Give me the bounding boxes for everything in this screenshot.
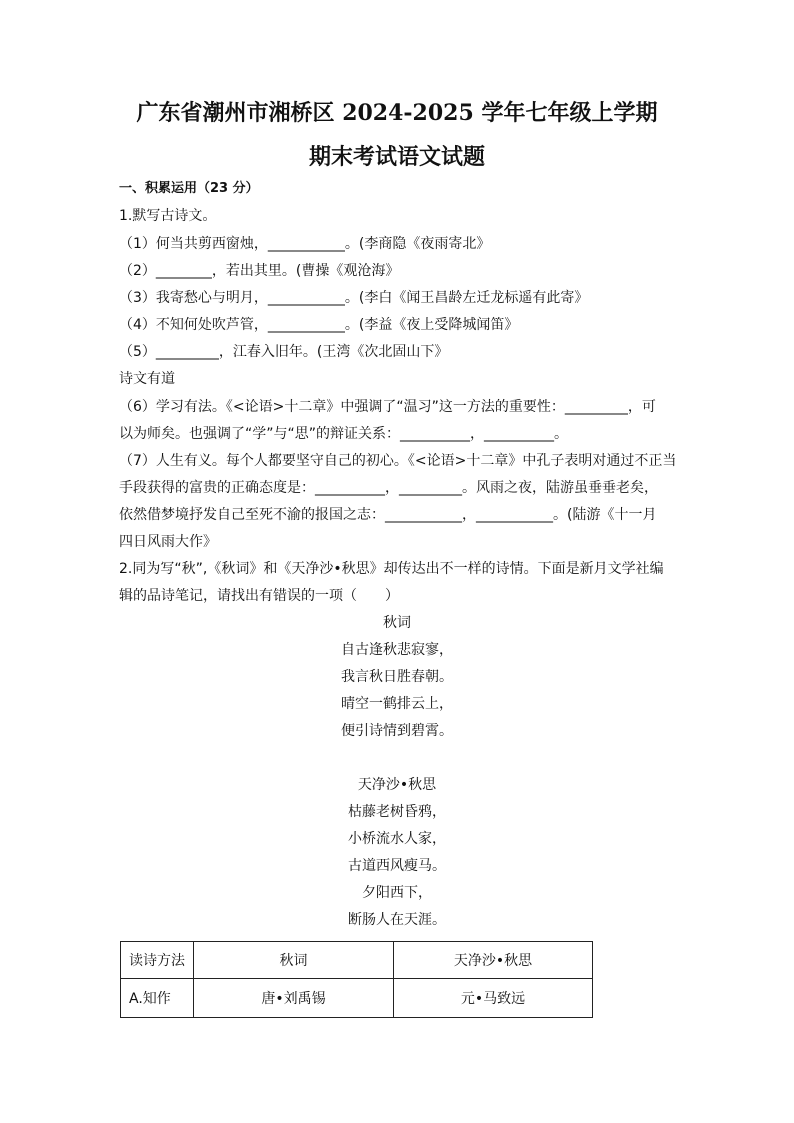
- poem-1-line: 便引诗情到碧霄。: [341, 723, 453, 739]
- table-header-row: [121, 942, 593, 979]
- doc-title: 广东省潮州市湘桥区 2024-2025 学年七年级上学期: [136, 100, 658, 126]
- poem-2-line: 夕阳西下，: [362, 885, 432, 901]
- poem-2-line: 断肠人在天涯。: [348, 912, 446, 928]
- poem-2-line: 古道西风瘦马。: [348, 858, 446, 874]
- table-cell: A.知作: [121, 979, 194, 1018]
- poem-2-title: 天净沙•秋思: [357, 777, 437, 793]
- question-1-heading: 1.默写古诗文。: [119, 208, 217, 224]
- poem-1-line: 晴空一鹤排云上，: [341, 696, 453, 712]
- reading-notes-table: [120, 941, 593, 1018]
- question-2-line: 辑的品诗笔记，请找出有错误的一项（ ）: [119, 588, 399, 604]
- poem-2-line: 小桥流水人家，: [348, 831, 446, 847]
- poem-1-line: 自古逢秋悲寂寥，: [341, 642, 453, 658]
- section-heading: 一、积累运用（23 分）: [119, 181, 259, 196]
- question-7-line: 依然借梦境抒发自己至死不渝的报国之志：___________，___________。(陆游《十一月: [119, 507, 657, 523]
- question-1-item-1: （1）何当共剪西窗烛，___________。(李商隐《夜雨寄北》: [119, 236, 491, 252]
- table-cell: 唐•刘禹锡: [194, 979, 394, 1018]
- question-7-line: 手段获得的富贵的正确态度是：__________，_________。风雨之夜，陆游虽垂垂老矣，: [119, 480, 658, 496]
- table-header-cell: 天净沙•秋思: [394, 942, 593, 979]
- question-6-line: 以为师矣。也强调了“学”与“思”的辩证关系：__________，__________。: [119, 426, 569, 442]
- poem-1-title: 秋词: [383, 615, 411, 631]
- question-7-line: 四日风雨大作》: [119, 534, 217, 550]
- question-1-item-2: （2）________，若出其里。(曹操《观沧海》: [119, 263, 400, 279]
- poem-2-line: 枯藤老树昏鸦，: [348, 804, 446, 820]
- table-row: [121, 979, 593, 1018]
- table-header-cell: 秋词: [194, 942, 394, 979]
- question-6-line: （6）学习有法。《<论语>十二章》中强调了“温习”这一方法的重要性：_________，可: [119, 399, 656, 415]
- table-header-cell: 读诗方法: [121, 942, 194, 979]
- question-1-item-3: （3）我寄愁心与明月，___________。(李白《闻王昌龄左迁龙标遥有此寄》: [119, 290, 589, 306]
- question-2-line: 2.同为写“秋”,《秋词》和《天净沙•秋思》却传达出不一样的诗情。下面是新月文学社编: [119, 561, 664, 577]
- doc-subtitle: 期末考试语文试题: [308, 144, 485, 170]
- subheading: 诗文有道: [119, 371, 175, 387]
- question-1-item-4: （4）不知何处吹芦管，___________。(李益《夜上受降城闻笛》: [119, 317, 519, 333]
- table-cell: 元•马致远: [394, 979, 593, 1018]
- question-7-line: （7）人生有义。每个人都要坚守自己的初心。《<论语>十二章》中孔子表明对通过不正当: [119, 453, 677, 469]
- poem-1-line: 我言秋日胜春朝。: [341, 669, 453, 685]
- question-1-item-5: （5）_________，江春入旧年。(王湾《次北固山下》: [119, 344, 449, 360]
